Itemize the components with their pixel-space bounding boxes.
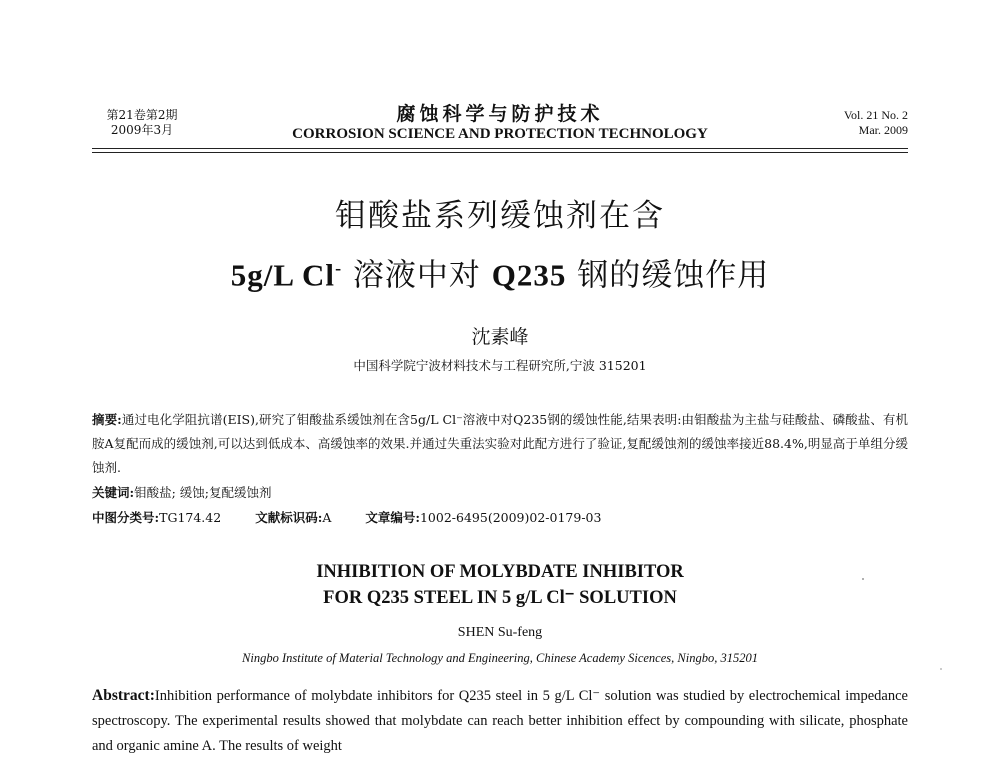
author-en: SHEN Su-feng [457,625,543,640]
volume-issue-cn: 第21卷第2期 [106,108,178,122]
doc-code-label: 文献标识码: [255,510,323,525]
volume-number-en: Vol. 21 No. 2 [843,108,908,122]
abstract-cn-label: 摘要: [92,412,122,427]
abstract-en-sep: : [149,687,155,704]
abstract-en [92,683,908,759]
title-superscript: - [335,258,343,278]
abstract-cn [92,408,908,480]
journal-title-en: CORROSION SCIENCE AND PROTECTION TECHNOLOGY [292,126,708,142]
scan-speck [862,578,864,580]
classification-line [92,508,601,526]
clc-value: TG174.42 [159,510,222,525]
date-en: Mar. 2009 [858,123,908,137]
date-cn: 2009年3月 [110,123,174,137]
title-middle: 溶液中对 [342,257,492,294]
doc-code-value: A [322,510,332,525]
title-cn-line2 [100,248,900,295]
keywords-cn [92,483,272,501]
issue-info [92,108,192,138]
title-cn-line1: 钼酸盐系列缓蚀剂在含 [335,198,665,234]
abstract-en-text: Inhibition performance of molybdate inhibitors for Q235 steel in 5 g/L Cl⁻ solution was studied by electrochemical impedance spectroscopy. The experimental results showed that molybdate can reach better inhibition effect by compounding with silicate, phosphate and organic amine A. The results of weight [92,688,908,754]
keywords-cn-label: 关键词: [92,485,135,500]
abstract-cn-text: 通过电化学阻抗谱(EIS),研究了钼酸盐系缓蚀剂在含5g/L Cl⁻溶液中对Q235钢的缓蚀性能,结果表明:由钼酸盐为主盐与硅酸盐、磷酸盐、有机胺A复配而成的缓蚀剂,可以达到低成本、高缓蚀率的效果.并通过失重法实验对此配方进行了验证,复配缓蚀剂的缓蚀率接近88.4%,明显高于单组分缓蚀剂. [92,412,908,475]
clc-label: 中图分类号: [92,510,160,525]
title-concentration: 5g/L Cl [230,257,336,293]
journal-title [230,103,770,143]
affiliation-cn: 中国科学院宁波材料技术与工程研究所,宁波 315201 [353,358,647,373]
keywords-cn-text: 钼酸盐; 缓蚀;复配缓蚀剂 [134,485,272,500]
title-en-line2: FOR Q235 STEEL IN 5 g/L Cl⁻ SOLUTION [323,588,677,608]
volume-info [808,108,908,138]
title-end: 钢的缓蚀作用 [566,257,770,294]
header-rule-thin [92,152,908,153]
title-steel-grade: Q235 [491,257,567,293]
header-rule-thick [92,148,908,149]
affiliation-en: Ningbo Institute of Material Technology and Engineering, Chinese Academy Sicences, Ningbo, 315201 [242,651,758,665]
scan-speck [940,668,942,670]
article-number-label: 文章编号: [365,510,420,525]
article-number-value: 1002-6495(2009)02-0179-03 [419,510,602,525]
title-en-line1: INHIBITION OF MOLYBDATE INHIBITOR [316,562,684,582]
journal-title-cn: 腐蚀科学与防护技术 [396,103,604,125]
author-cn: 沈素峰 [471,326,529,348]
abstract-en-label: Abstract [92,687,150,704]
